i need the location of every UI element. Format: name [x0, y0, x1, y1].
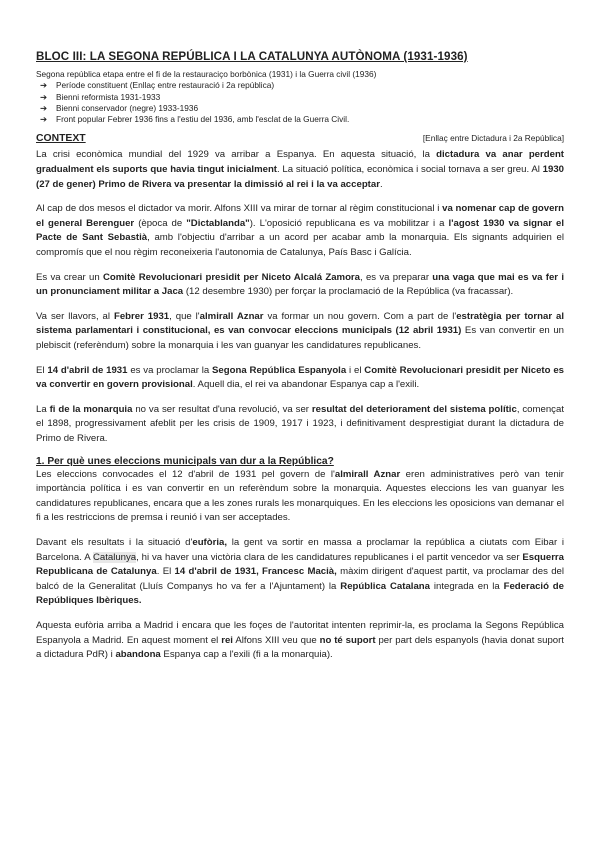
paragraph — [36, 271, 564, 300]
bold-text: dictadura va anar perdent gradualment els suports que havia tingut inicialment — [36, 149, 565, 176]
text-run: La crisi econòmica mundial del 1929 va arribar a Espanya. En aquesta situació, la — [36, 149, 437, 161]
arrow-right-icon: ➔ — [40, 80, 47, 91]
bold-text: 14 d'abril de 1931, Francesc Macià, — [174, 566, 337, 578]
text-run: , es va preparar — [360, 271, 433, 283]
text-run: , hi va haver una victòria clara de les candidatures republicanes i el partit vencedor va ser — [136, 551, 523, 563]
arrow-right-icon: ➔ — [40, 102, 47, 113]
bold-text: 1930 (27 de gener) Primo de Rivera va presentar la dimissió al rei i la va acceptar — [36, 164, 564, 190]
section-heading: CONTEXT — [36, 133, 86, 145]
bold-text: Esquerra Republicana de Catalunya — [36, 551, 564, 578]
text-run: va formar un nou govern. Com a part de l' — [263, 310, 457, 322]
bold-text: almirall Aznar — [334, 468, 401, 480]
text-run: . Aquell dia, el rei va abandonar Espanya cap a l'exili. — [192, 379, 420, 391]
text-run: integrada en la — [429, 580, 504, 592]
bold-text: República Catalana — [340, 580, 430, 592]
text-run: Al cap de dos mesos el dictador va morir. Alfons XIII va mirar de tornar al règim constitucional i — [36, 203, 443, 215]
bold-text: 14 d'abril de 1931 — [47, 364, 128, 376]
bold-text: resultat del deteriorament del sistema polític — [311, 403, 517, 415]
text-run: i el — [346, 364, 365, 376]
text-run: la gent va sortir en massa a proclamar la república a ciutats com Eibar i Barcelona. A — [36, 536, 564, 563]
text-run: (12 desembre 1930) per forçar la proclamació de la República (va fracassar). — [183, 286, 514, 298]
text-run: no va ser resultat d'una revolució, va ser — [132, 403, 312, 415]
bold-text: l'agost 1930 va signar el Pacte de Sant Sebastià — [36, 217, 564, 244]
text-run: Davant els resultats i la situació d' — [36, 536, 193, 548]
text-run: màxim dirigent d'aquest partit, va proclamar des del balcó de la Generalitat (Lluís Companys ho va fer a l'Ajuntament) la — [36, 566, 565, 592]
bold-text: "Dictablanda" — [186, 217, 250, 229]
text-run: . La situació política, econòmica i social tornava a ser greu. Al — [277, 164, 543, 176]
bold-text: abandona — [115, 649, 161, 661]
text-run: Aquesta eufòria arriba a Madrid i encara que les foçes de l'autoritat intenten reprimir-la, es proclama la Segons República Espanyola a Madrid. En aquest moment el — [36, 619, 564, 646]
text-run: eren administratives però van tenir importància política i es van convertir en un referèndum sobre la monarquia. Aquestes eleccions les van guanyar les candidatures republicanes, encara que a les zones rurals les monarquiques. En les eleccions les oposicions van demanar el fi a les restriccions de premsa i reunió i van ser acceptades. — [36, 468, 564, 524]
paragraph — [36, 202, 564, 260]
bold-text: Comitè Revolucionari presidit per Niceto es va convertir en govern provisional — [36, 364, 564, 391]
text-run: , començat el 1898, progressivament afeblit per les crisis de 1909, 1917 i 1923, i definitivament desprestigiat durant la dictadura de Primo de Rivera. — [36, 403, 564, 444]
paragraph — [36, 619, 564, 663]
text-run: Va ser llavors, al — [36, 310, 114, 322]
text-run: . — [379, 178, 383, 190]
list-item: ➔ Bienni reformista 1931-1933 — [40, 91, 161, 102]
text-run: Alfons XIII veu que — [232, 634, 320, 646]
text-run: Les eleccions convocades el 12 d'abril de 1931 pel govern de l' — [36, 468, 335, 480]
arrow-right-icon: ➔ — [40, 114, 47, 125]
bold-text: no té suport — [319, 634, 376, 646]
bold-text: estratègia per tornar al sistema parlamentari i constitucional, es van convocar eleccions municipals (12 abril 1931) — [36, 310, 565, 337]
text-run: ). L'oposició republicana es va mobilitzar i a — [249, 217, 449, 229]
context-header — [36, 133, 564, 144]
list-item: ➔ Període constituent (Enllaç entre restauració i 2a república) — [40, 80, 275, 91]
section-note: [Enllaç entre Dictadura i 2a República] — [422, 133, 564, 144]
text-run: per part dels espanyols (havia donat suport a dictadura PdR) i — [36, 634, 564, 661]
bold-text: Federació de Repúbliques Ibèriques. — [36, 580, 564, 607]
question-heading: 1. Per què unes eleccions municipals van dur a la República? — [36, 455, 334, 467]
text-run: Espanya cap a l'exili (fi a la monarquia). — [160, 649, 333, 661]
paragraph — [36, 148, 564, 192]
bold-text: almirall Aznar — [199, 310, 264, 322]
bold-text: Segona República Espanyola — [212, 364, 347, 376]
list-item: ➔ Bienni conservador (negre) 1933-1936 — [40, 102, 199, 113]
paragraph — [36, 364, 564, 393]
text-run: El — [36, 364, 48, 376]
question-section — [36, 468, 564, 663]
text-run: es va proclamar la — [127, 364, 213, 376]
bold-text: va nomenar cap de govern el general Berenguer — [36, 203, 565, 229]
text-run: Es va crear un — [36, 271, 103, 283]
list-item: ➔ Front popular Febrer 1936 fins a l'estiu del 1936, amb l'esclat de la Guerra Civil. — [40, 114, 350, 125]
paragraph — [36, 310, 564, 354]
paragraph — [36, 536, 564, 609]
period-list — [36, 80, 564, 125]
text-run: , que l' — [169, 310, 200, 322]
context-section — [36, 148, 564, 446]
paragraph — [36, 468, 564, 526]
text-run: , amb l'objectiu d'arribar a un acord per acabar amb la monarquia. Els signants adquirien el compromís que el nou règim reconeixeria l'autonomia de Catalunya, País Basc i Galícia. — [36, 232, 564, 259]
bold-text: eufòria, — [192, 536, 228, 548]
intro-line: Segona república etapa entre el fi de la restauraciço borbònica (1931) i la Guerra civil (1936) — [36, 69, 377, 79]
bold-text: Febrer 1931 — [113, 310, 170, 322]
bold-text: rei — [221, 634, 233, 646]
arrow-right-icon: ➔ — [40, 91, 47, 102]
bold-text: una vaga que mai es va fer i un pronunciament militar a Jaca — [36, 271, 564, 298]
document-page — [36, 50, 564, 663]
text-run: . El — [156, 566, 175, 578]
bold-text: Comitè Revolucionari presidit per Niceto Alcalá Zamora — [102, 271, 361, 283]
highlighted-text: Catalunya — [92, 551, 137, 563]
text-run: (època de — [134, 217, 187, 229]
text-run: La — [36, 403, 50, 415]
bold-text: fi de la monarquia — [49, 403, 133, 415]
paragraph — [36, 403, 564, 447]
text-run: Es van convertir en un plebiscit (referèndum) sobre la monarquia i les van guanyar les candidatures republicanes. — [36, 325, 564, 352]
page-title: BLOC III: LA SEGONA REPÚBLICA I LA CATALUNYA AUTÒNOMA (1931-1936) — [36, 50, 468, 63]
